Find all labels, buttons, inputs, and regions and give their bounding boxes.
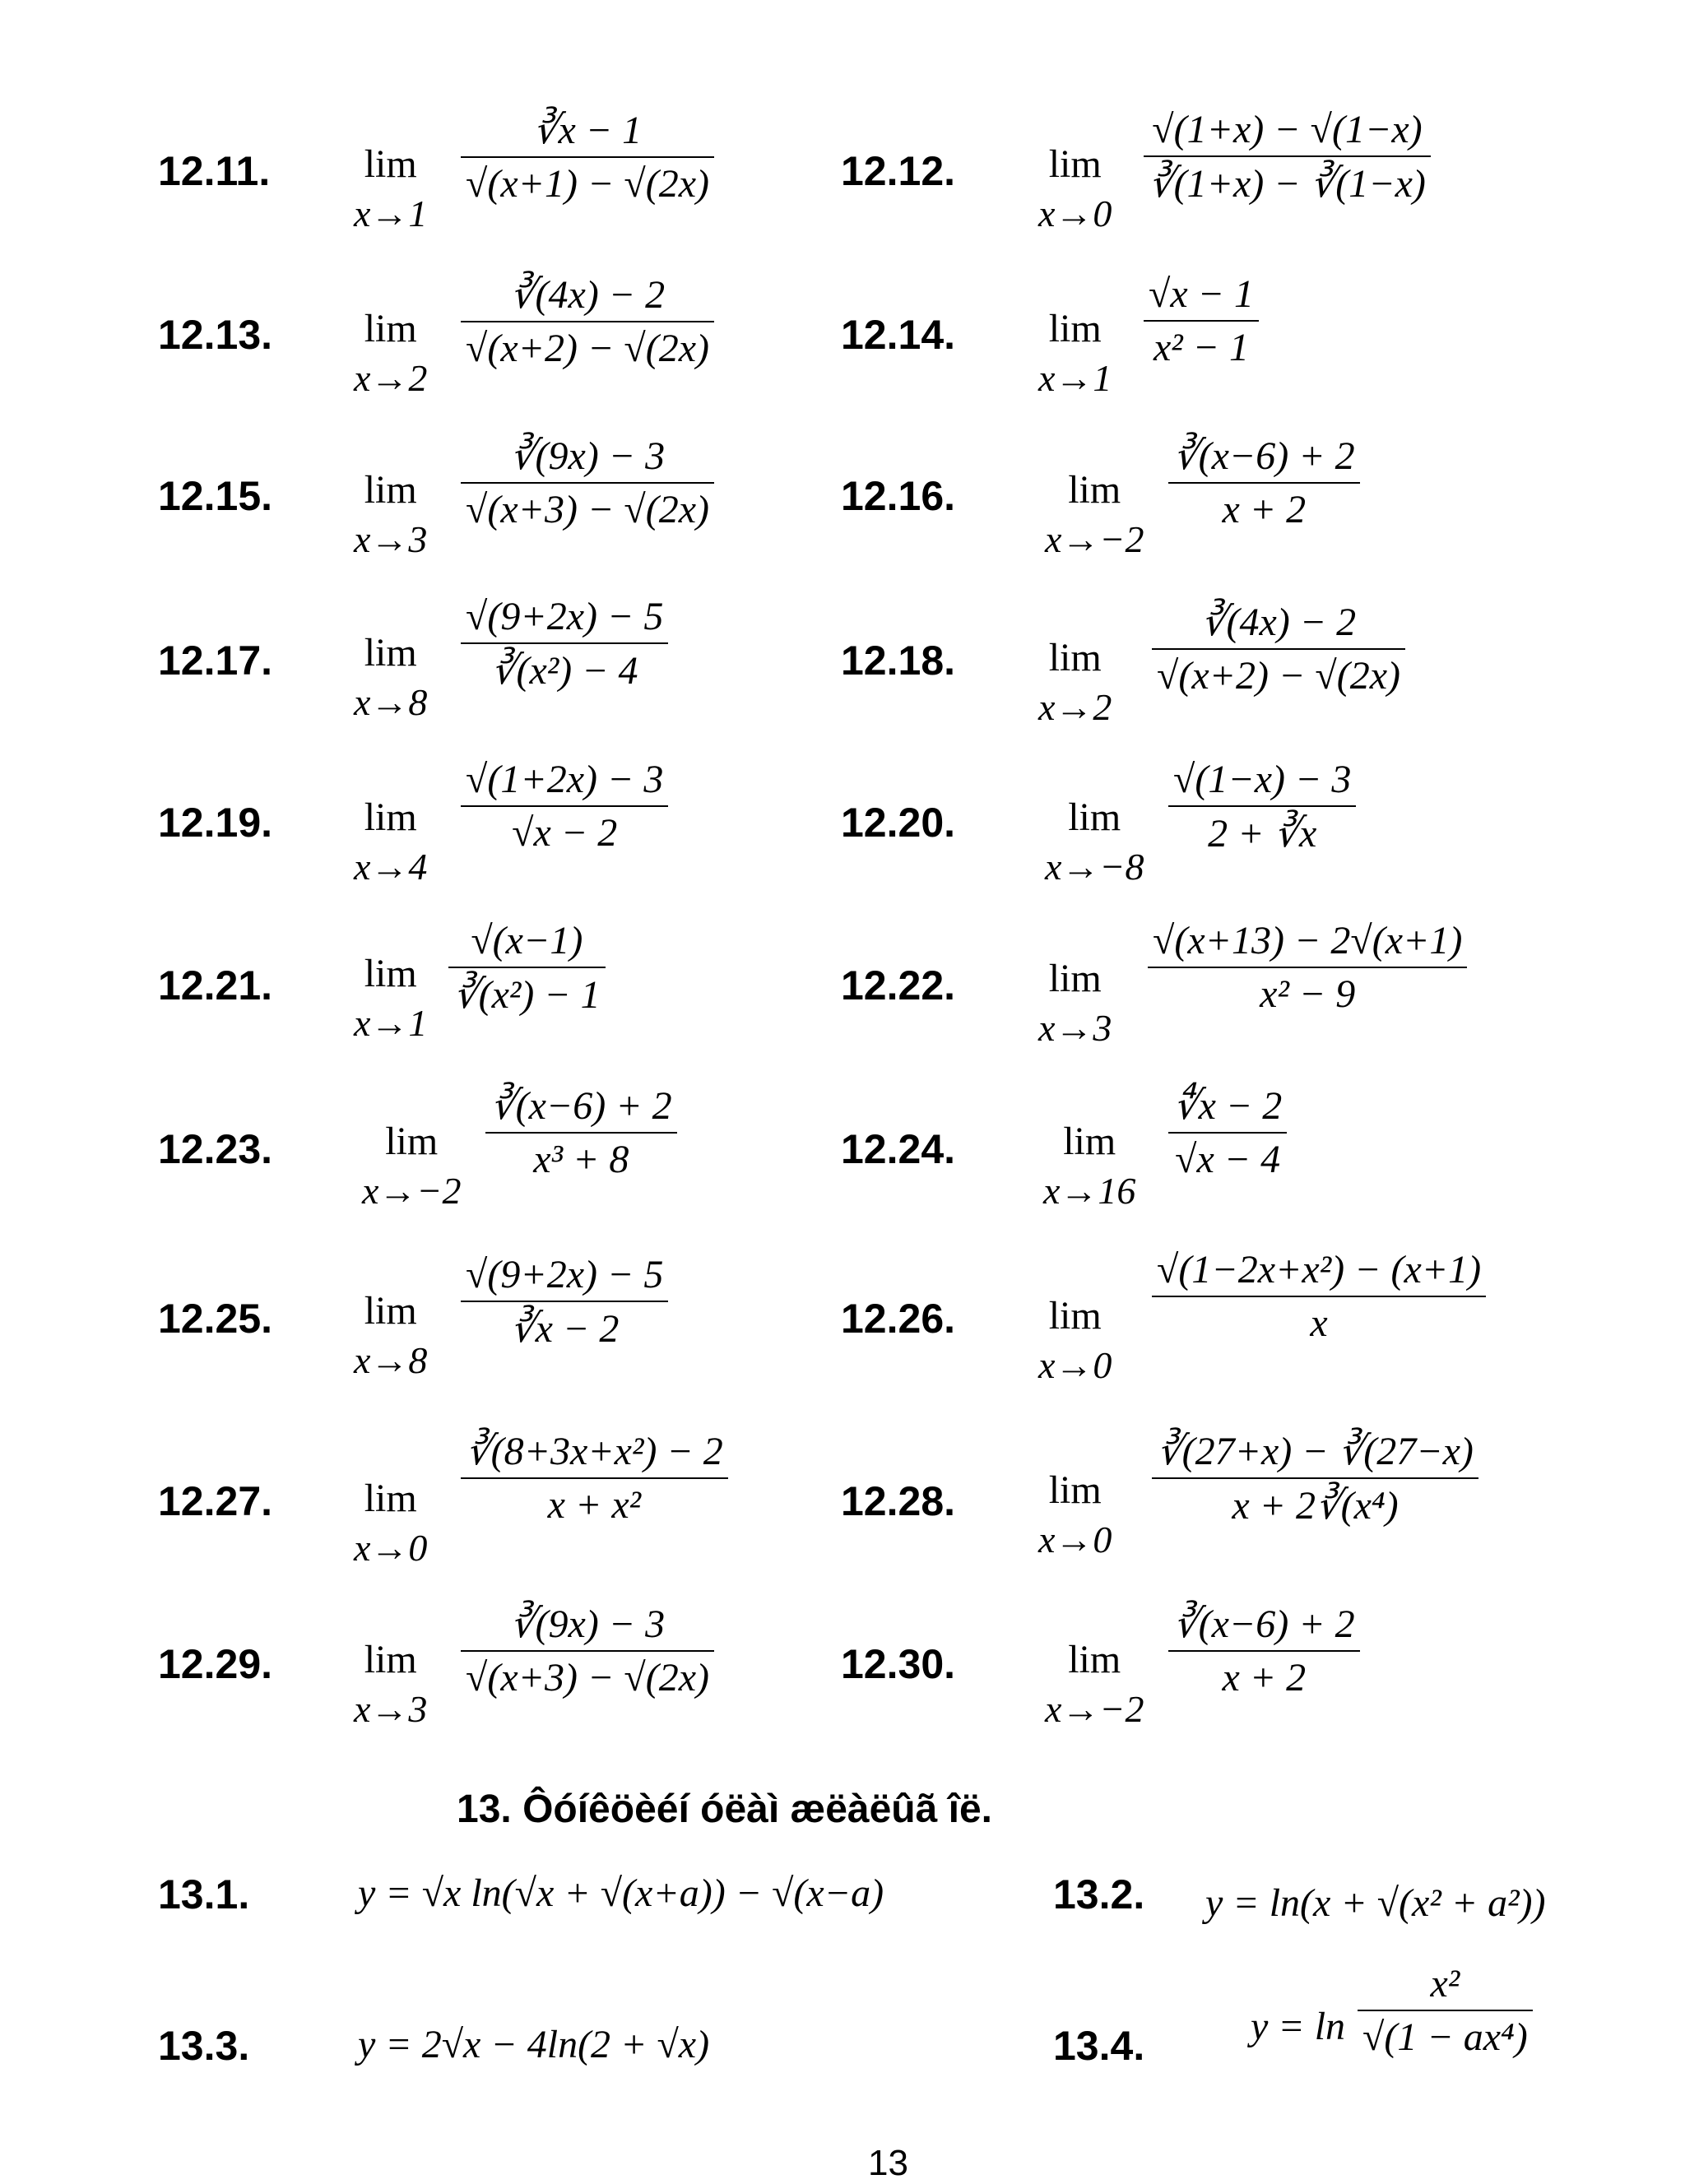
limit-subscript: x→8 bbox=[354, 1339, 428, 1381]
fraction-denominator: ∛x − 2 bbox=[510, 1307, 620, 1351]
limit-subscript: x→3 bbox=[1038, 1007, 1112, 1049]
lim-word: lim bbox=[364, 1289, 417, 1333]
fraction-numerator: √(9+2x) − 5 bbox=[466, 595, 664, 638]
problem-number: 12.28. bbox=[841, 1478, 956, 1524]
fraction-denominator: √x − 2 bbox=[512, 811, 618, 855]
lim-word: lim bbox=[364, 1638, 417, 1681]
problem-number: 12.15. bbox=[158, 473, 273, 519]
limit-subscript: x→3 bbox=[354, 1688, 428, 1730]
fraction-numerator: √(1+2x) − 3 bbox=[466, 758, 664, 801]
limit-fraction bbox=[1152, 599, 1405, 698]
lim-word: lim bbox=[364, 307, 417, 350]
limit-subscript: x→0 bbox=[1038, 1344, 1112, 1386]
limit-operator bbox=[354, 1476, 427, 1570]
limit-subscript: x→1 bbox=[354, 1002, 428, 1044]
limit-subscript: x→0 bbox=[1038, 192, 1112, 234]
fraction-numerator: ∛(x−6) + 2 bbox=[490, 1084, 672, 1128]
problem-number: 12.24. bbox=[841, 1126, 956, 1172]
lim-word: lim bbox=[1048, 636, 1102, 679]
limit-fraction bbox=[461, 1601, 714, 1700]
problem-number: 12.21. bbox=[158, 962, 273, 1009]
limit-subscript: x→4 bbox=[354, 846, 428, 888]
fraction-bar bbox=[461, 805, 668, 807]
limit-fraction bbox=[1168, 433, 1360, 532]
fraction-numerator: √(x+13) − 2√(x+1) bbox=[1153, 919, 1463, 962]
problem-number: 12.17. bbox=[158, 638, 273, 684]
fraction-numerator: ∜x − 2 bbox=[1173, 1084, 1283, 1128]
fraction-bar bbox=[1168, 1650, 1360, 1652]
limit-fraction bbox=[1168, 1601, 1360, 1700]
problem-number: 12.20. bbox=[841, 800, 956, 846]
fraction-numerator: √(1+x) − √(1−x) bbox=[1152, 108, 1423, 151]
fraction-denominator: √(1 − ax⁴) bbox=[1362, 2015, 1528, 2059]
fraction-bar bbox=[461, 482, 714, 484]
limit-operator bbox=[1045, 1637, 1144, 1731]
fraction-numerator: ∛(x−6) + 2 bbox=[1173, 1602, 1355, 1646]
limit-subscript: x→2 bbox=[1038, 686, 1112, 728]
limit-operator bbox=[1038, 306, 1112, 400]
limit-subscript: x→8 bbox=[354, 681, 428, 723]
fraction-numerator: √(1−2x+x²) − (x+1) bbox=[1157, 1248, 1482, 1291]
limit-operator bbox=[354, 467, 427, 561]
limit-fraction bbox=[485, 1083, 677, 1182]
function-fraction bbox=[1358, 1961, 1533, 2060]
problem-number: 12.18. bbox=[841, 638, 956, 684]
limit-operator bbox=[1045, 795, 1144, 888]
limit-operator bbox=[1038, 1293, 1112, 1387]
lim-word: lim bbox=[1048, 1468, 1102, 1512]
problem-number: 12.14. bbox=[841, 312, 956, 358]
lim-word: lim bbox=[364, 795, 417, 839]
problem-number: 12.13. bbox=[158, 312, 273, 358]
lim-word: lim bbox=[1048, 307, 1102, 350]
fraction-numerator: ∛(8+3x+x²) − 2 bbox=[466, 1430, 723, 1473]
problem-number: 12.19. bbox=[158, 800, 273, 846]
limit-operator bbox=[354, 1288, 427, 1382]
lim-word: lim bbox=[364, 952, 417, 995]
fraction-denominator: x + x² bbox=[547, 1483, 642, 1527]
limit-fraction bbox=[461, 433, 714, 532]
fraction-bar bbox=[1144, 155, 1431, 157]
limit-subscript: x→1 bbox=[354, 192, 428, 234]
fraction-bar bbox=[1152, 1296, 1486, 1297]
fraction-denominator: √x − 4 bbox=[1175, 1138, 1281, 1181]
limit-fraction bbox=[448, 918, 606, 1018]
fraction-denominator: x² − 1 bbox=[1153, 326, 1250, 369]
problem-number: 12.16. bbox=[841, 473, 956, 519]
fraction-bar bbox=[1168, 805, 1356, 807]
fraction-denominator: √(x+3) − √(2x) bbox=[466, 488, 710, 531]
lim-word: lim bbox=[385, 1120, 439, 1163]
lim-word: lim bbox=[364, 631, 417, 675]
fraction-numerator: ∛(4x) − 2 bbox=[1200, 600, 1357, 644]
function-lhs: y = ln bbox=[1251, 2005, 1346, 2048]
fraction-bar bbox=[1152, 648, 1405, 650]
lim-word: lim bbox=[1048, 142, 1102, 186]
limit-subscript: x→−2 bbox=[362, 1170, 462, 1212]
fraction-bar bbox=[1168, 482, 1360, 484]
limit-fraction bbox=[1144, 271, 1259, 370]
limit-operator bbox=[362, 1119, 461, 1213]
limit-fraction bbox=[1144, 107, 1431, 206]
fraction-numerator: ∛(4x) − 2 bbox=[509, 273, 666, 317]
problem-number: 12.26. bbox=[841, 1296, 956, 1342]
problem-number: 12.30. bbox=[841, 1641, 956, 1687]
limit-operator bbox=[354, 630, 427, 724]
fraction-numerator: √(9+2x) − 5 bbox=[466, 1253, 664, 1296]
limit-fraction bbox=[1152, 1247, 1486, 1346]
limit-fraction bbox=[1168, 757, 1356, 856]
limit-operator bbox=[354, 141, 427, 235]
fraction-bar bbox=[448, 967, 606, 968]
problem-number: 13.2. bbox=[1053, 1871, 1145, 1917]
fraction-denominator: ∛(x²) − 1 bbox=[453, 973, 601, 1017]
limit-fraction bbox=[461, 594, 668, 693]
limit-subscript: x→0 bbox=[1038, 1519, 1112, 1560]
limit-fraction bbox=[1168, 1083, 1287, 1182]
limit-subscript: x→1 bbox=[1038, 357, 1112, 399]
function-expression: y = √x ln(√x + √(x+a)) − √(x−a) bbox=[358, 1871, 884, 1915]
fraction-bar bbox=[461, 156, 714, 158]
limit-operator bbox=[1038, 141, 1112, 235]
fraction-denominator: √(x+2) − √(2x) bbox=[1157, 654, 1401, 698]
lim-word: lim bbox=[1068, 468, 1121, 512]
fraction-bar bbox=[461, 1477, 728, 1479]
function-expression: y = 2√x − 4ln(2 + √x) bbox=[358, 2023, 710, 2066]
fraction-denominator: x bbox=[1310, 1301, 1328, 1345]
fraction-numerator: √(x−1) bbox=[471, 919, 583, 962]
fraction-bar bbox=[461, 642, 668, 644]
fraction-denominator: ∛(x²) − 4 bbox=[490, 649, 638, 693]
limit-subscript: x→16 bbox=[1043, 1170, 1136, 1212]
lim-word: lim bbox=[364, 1477, 417, 1520]
limit-operator bbox=[354, 795, 427, 888]
lim-word: lim bbox=[1048, 957, 1102, 1000]
problem-number: 13.4. bbox=[1053, 2023, 1145, 2069]
limit-fraction bbox=[461, 1252, 668, 1352]
fraction-numerator: ∛x − 1 bbox=[532, 109, 643, 152]
fraction-bar bbox=[1168, 1132, 1287, 1134]
fraction-numerator: ∛(9x) − 3 bbox=[509, 434, 666, 478]
fraction-bar bbox=[485, 1132, 677, 1134]
fraction-bar bbox=[1148, 967, 1467, 968]
limit-operator bbox=[354, 306, 427, 400]
problem-number: 13.3. bbox=[158, 2023, 250, 2069]
fraction-bar bbox=[461, 1650, 714, 1652]
limit-operator bbox=[354, 1637, 427, 1731]
problem-number: 13.1. bbox=[158, 1871, 250, 1917]
fraction-denominator: x² − 9 bbox=[1260, 972, 1356, 1016]
lim-word: lim bbox=[364, 468, 417, 512]
fraction-numerator: ∛(x−6) + 2 bbox=[1173, 434, 1355, 478]
limit-subscript: x→3 bbox=[354, 518, 428, 560]
problem-number: 12.25. bbox=[158, 1296, 273, 1342]
limit-subscript: x→−2 bbox=[1045, 518, 1144, 560]
fraction-denominator: x + 2 bbox=[1222, 488, 1307, 531]
fraction-denominator: √(x+3) − √(2x) bbox=[466, 1656, 710, 1699]
fraction-numerator: ∛(9x) − 3 bbox=[509, 1602, 666, 1646]
fraction-denominator: ∛(1+x) − ∛(1−x) bbox=[1149, 162, 1426, 206]
problem-number: 12.22. bbox=[841, 962, 956, 1009]
limit-fraction bbox=[1148, 918, 1467, 1017]
lim-word: lim bbox=[1063, 1120, 1116, 1163]
section-heading: 13. Ôóíêöèéí óëàì æëàëûã îë. bbox=[457, 1788, 992, 1831]
fraction-numerator: √x − 1 bbox=[1149, 272, 1255, 316]
limit-fraction bbox=[461, 757, 668, 856]
limit-operator bbox=[1038, 956, 1112, 1050]
fraction-numerator: ∛(27+x) − ∛(27−x) bbox=[1157, 1430, 1474, 1473]
fraction-denominator: √(x+2) − √(2x) bbox=[466, 327, 710, 370]
fraction-bar bbox=[1358, 2010, 1533, 2011]
limit-operator bbox=[1045, 467, 1144, 561]
fraction-denominator: 2 + ∛x bbox=[1208, 812, 1317, 856]
problem-number: 12.11. bbox=[158, 148, 271, 194]
limit-subscript: x→−8 bbox=[1045, 846, 1144, 888]
limit-subscript: x→−2 bbox=[1045, 1688, 1144, 1730]
limit-subscript: x→0 bbox=[354, 1527, 428, 1569]
lim-word: lim bbox=[1068, 1638, 1121, 1681]
lim-word: lim bbox=[364, 142, 417, 186]
limit-fraction bbox=[461, 107, 714, 206]
fraction-numerator: √(1−x) − 3 bbox=[1173, 758, 1352, 801]
problem-number: 12.23. bbox=[158, 1126, 273, 1172]
problem-number: 12.12. bbox=[841, 148, 956, 194]
limit-operator bbox=[1038, 635, 1112, 729]
fraction-denominator: x + 2∛(x⁴) bbox=[1232, 1484, 1399, 1528]
function-expression: y = ln(x + √(x² + a²)) bbox=[1205, 1881, 1546, 1925]
limit-operator bbox=[354, 951, 427, 1045]
lim-word: lim bbox=[1048, 1294, 1102, 1338]
fraction-bar bbox=[461, 321, 714, 322]
fraction-denominator: x³ + 8 bbox=[533, 1138, 629, 1181]
limit-fraction bbox=[461, 271, 714, 371]
limit-operator bbox=[1038, 1468, 1112, 1561]
fraction-denominator: x + 2 bbox=[1222, 1656, 1307, 1699]
limit-fraction bbox=[461, 1428, 728, 1528]
fraction-denominator: √(x+1) − √(2x) bbox=[466, 162, 710, 206]
limit-fraction bbox=[1152, 1428, 1478, 1528]
fraction-numerator: x² bbox=[1430, 1962, 1460, 2005]
fraction-bar bbox=[461, 1301, 668, 1302]
fraction-bar bbox=[1144, 320, 1259, 322]
fraction-bar bbox=[1152, 1477, 1478, 1479]
problem-number: 12.29. bbox=[158, 1641, 273, 1687]
limit-operator bbox=[1043, 1119, 1135, 1213]
problem-number: 12.27. bbox=[158, 1478, 273, 1524]
lim-word: lim bbox=[1068, 795, 1121, 839]
limit-subscript: x→2 bbox=[354, 357, 428, 399]
page-number: 13 bbox=[868, 2143, 908, 2183]
